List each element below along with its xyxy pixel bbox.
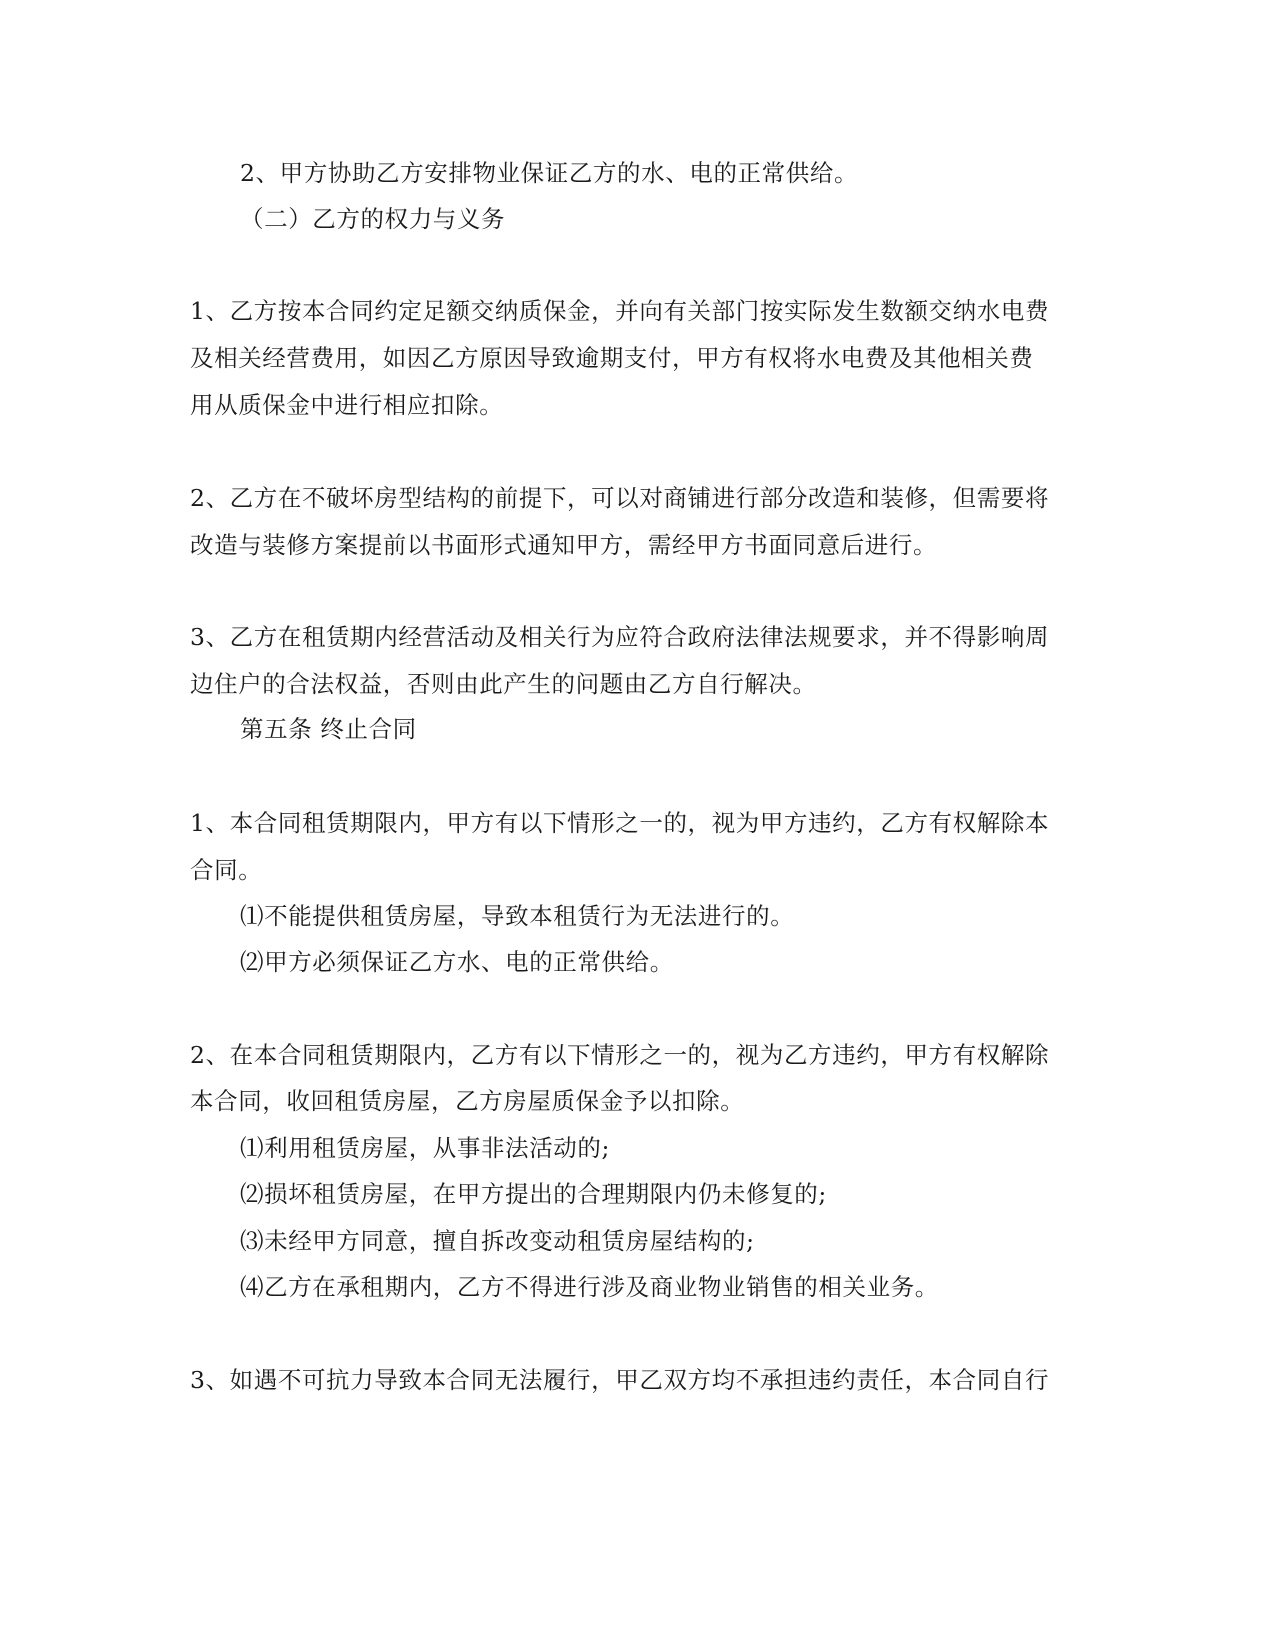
paragraph-line: 边住户的合法权益，否则由此产生的问题由乙方自行解决。 [190,670,817,698]
paragraph-line: 2、在本合同租赁期限内，乙方有以下情形之一的，视为乙方违约，甲方有权解除 [190,1041,1050,1069]
paragraph-line: 3、如遇不可抗力导致本合同无法履行，甲乙双方均不承担违约责任，本合同自行 [190,1366,1050,1394]
list-item: ⑶未经甲方同意，擅自拆改变动租赁房屋结构的; [240,1227,755,1255]
article-heading: 第五条 终止合同 [240,715,417,743]
paragraph-line: 1、本合同租赁期限内，甲方有以下情形之一的，视为甲方违约，乙方有权解除本 [190,809,1050,837]
paragraph-line: 1、乙方按本合同约定足额交纳质保金，并向有关部门按实际发生数额交纳水电费 [190,297,1050,325]
paragraph-line: 本合同，收回租赁房屋，乙方房屋质保金予以扣除。 [190,1087,745,1115]
paragraph-line: 2、甲方协助乙方安排物业保证乙方的水、电的正常供给。 [240,159,859,187]
section-heading: （二）乙方的权力与义务 [240,205,506,233]
list-item: ⑵甲方必须保证乙方水、电的正常供给。 [240,948,674,976]
paragraph-line: 合同。 [190,856,263,884]
paragraph-line: 用从质保金中进行相应扣除。 [190,391,504,419]
list-item: ⑴利用租赁房屋，从事非法活动的; [240,1134,611,1162]
list-item: ⑵损坏租赁房屋，在甲方提出的合理期限内仍未修复的; [240,1180,827,1208]
paragraph-line: 2、乙方在不破坏房型结构的前提下，可以对商铺进行部分改造和装修，但需要将 [190,484,1050,512]
list-item: ⑷乙方在承租期内，乙方不得进行涉及商业物业销售的相关业务。 [240,1273,939,1301]
list-item: ⑴不能提供租赁房屋，导致本租赁行为无法进行的。 [240,902,795,930]
paragraph-line: 改造与装修方案提前以书面形式通知甲方，需经甲方书面同意后进行。 [190,531,938,559]
paragraph-line: 及相关经营费用，如因乙方原因导致逾期支付，甲方有权将水电费及其他相关费 [190,344,1034,372]
paragraph-line: 3、乙方在租赁期内经营活动及相关行为应符合政府法律法规要求，并不得影响周 [190,623,1050,651]
